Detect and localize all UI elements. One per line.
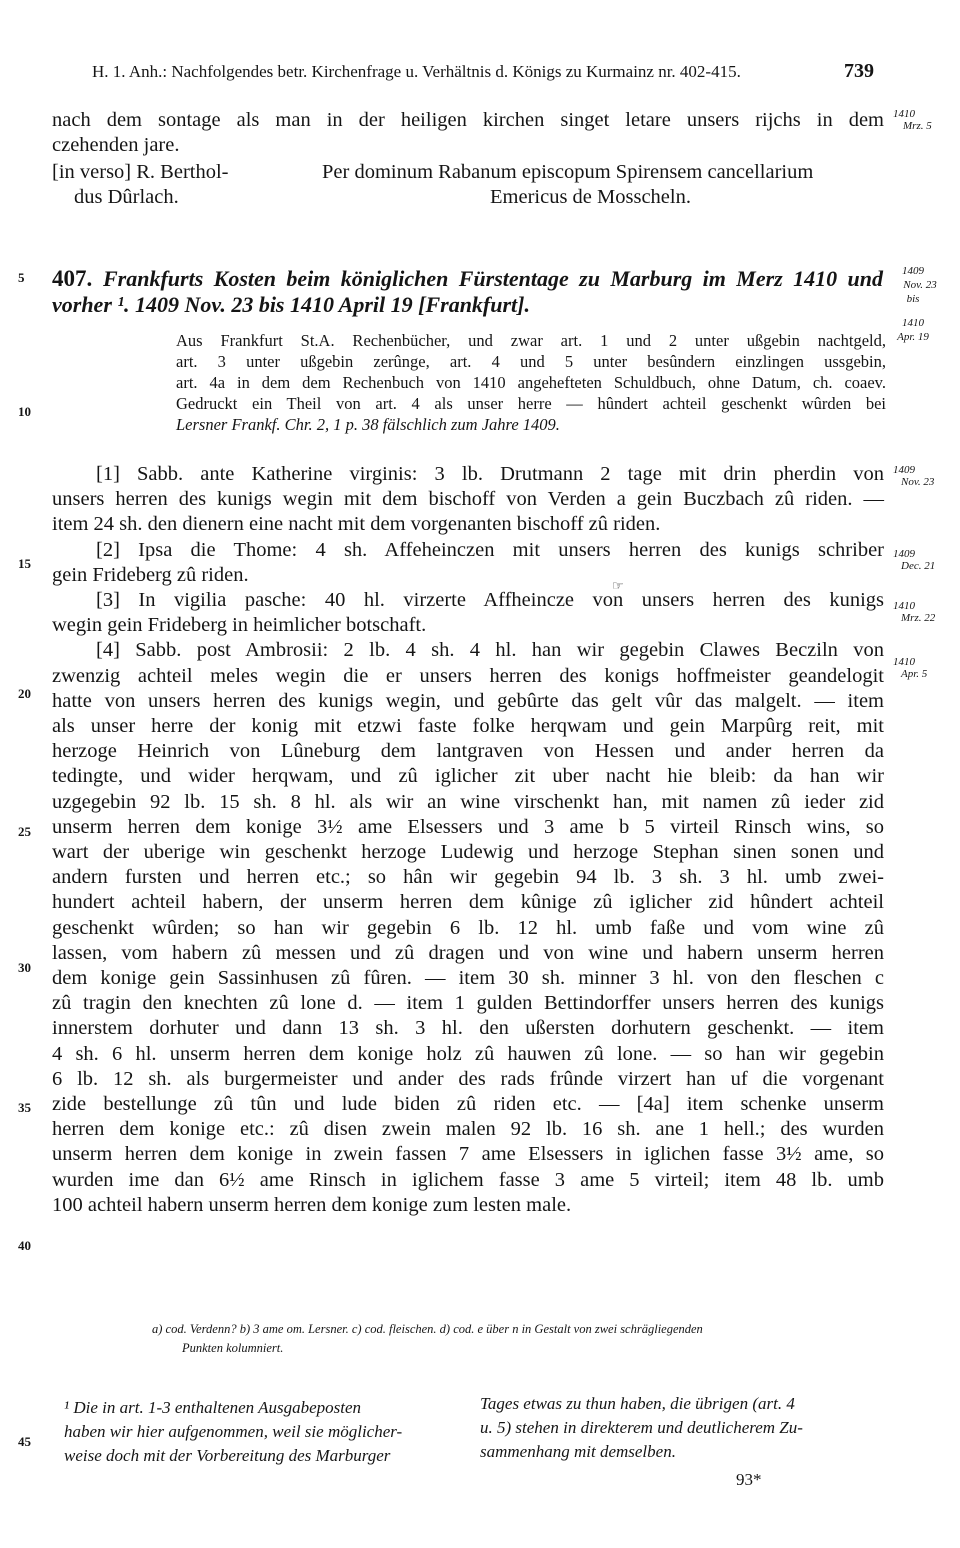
running-header: H. 1. Anh.: Nachfolgendes betr. Kirchenfrage u. Verhältnis d. Königs zu Kurmainz nr. 402-415. (92, 62, 741, 81)
pointing-hand-icon: ☞ (612, 578, 624, 593)
body-line: item 24 sh. den dienern eine nacht mit dem vorgenanten bischoff zû riden. (52, 513, 661, 536)
per-line: Per dominum Rabanum episcopum Spirensem cancellarium (322, 161, 814, 183)
margin-date: 1409 Nov. 23 bis 1410 Apr. 19 (897, 265, 937, 343)
source-line: art. 3 unter ußgebin zerûnge, art. 4 und 5 unter besûndern einzlingen ussgebin, (176, 352, 886, 371)
body-line: dem konige gein Sassinhusen zû fûren. — item 30 sh. minner 3 hl. von den fleschen c (52, 967, 884, 989)
top-section (52, 108, 884, 228)
critical-notes: a) cod. Verdenn? b) 3 ame om. Lersner. c) cod. fleischen. d) cod. e über n in Gestalt von zwei schrägliegenden (152, 1322, 703, 1336)
body-line: wegin gein Frideberg in heimlicher botschaft. (52, 614, 427, 637)
body-line: gein Frideberg zû riden. (52, 563, 249, 586)
body-line: herren dem konige etc.: zû disen zwein malen 92 lb. 16 sh. ane 1 hell.; des wurden (52, 1118, 884, 1141)
line-number: 10 (18, 404, 31, 419)
source-line: Aus Frankfurt St.A. Rechenbücher, und zwar art. 1 und 2 unter ußgebin nachtgeld, (176, 331, 886, 350)
signature-mark: 93* (736, 1470, 762, 1489)
body-line: herzoge Heinrich von Lûneburg dem lantgraven von Hessen und ander herren da (52, 740, 884, 763)
margin-date: 1410 Mrz. 22 (893, 600, 936, 624)
body-line: innerstem dorhuter und dann 13 sh. 3 hl. den ußersten dorhutern geschenkt. — item (52, 1017, 884, 1040)
line-number: 20 (18, 686, 31, 701)
body-line: als unser herre der konig mit etzwi faste folke herqwam und gein Marpûrg reit, mit (52, 715, 884, 737)
line-number: 40 (18, 1238, 31, 1253)
body-line: geschenkt wûrden; so han wir gegebin 6 lb. 12 hl. umb faße und vom wine zû (52, 916, 884, 939)
body-line: wart der uberige win geschenkt herzoge Ludewig und herzoge Stephan sinen sonen und (52, 841, 884, 863)
page-number: 739 (844, 60, 874, 82)
line-number: 5 (18, 270, 25, 285)
verso-note: [in verso] R. Berthol- (52, 161, 229, 183)
line-number: 45 (18, 1434, 31, 1449)
entry-number: 407. (52, 266, 93, 291)
margin-date: 1410 Apr. 5 (893, 656, 928, 680)
critical-notes: Punkten kolumniert. (182, 1341, 284, 1355)
body-text (52, 462, 884, 1222)
source-notes (176, 330, 886, 440)
body-line: wurden ime dan 6½ ame Rinsch in iglichem fasse 3 ame 5 virteil; item 48 lb. umb (52, 1168, 884, 1191)
body-line: unsers herren des kunigs wegin mit dem bischoff von Verden a gein Buczbach zû riden. — (52, 488, 884, 511)
body-line: tedingte, und wider herqwam, und zû iglicher zit uber nacht hie bleib: da han wir (52, 765, 884, 788)
body-line: unserm herren dem konige in zwein fassen 7 ame Elsessers in iglichen fasse 3½ ame, so (52, 1143, 884, 1166)
body-line: 100 achteil habern unserm herren dem konige zum lesten male. (52, 1193, 572, 1216)
body-line: [3] In vigilia pasche: 40 hl. virzerte Affheincze von unsers herren des kunigs (96, 589, 884, 611)
text-line: nach dem sontage als man in der heiligen kirchen singet letare unsers rijchs in dem (52, 109, 884, 131)
source-line: Gedruckt ein Theil von art. 4 als unser herre — hûndert achteil geschenkt wûrden bei (176, 394, 886, 413)
entry-title: vorher ¹. 1409 Nov. 23 bis 1410 April 19 [Frankfurt]. (52, 292, 530, 317)
line-number: 15 (18, 556, 31, 571)
footnote-left: ¹ Die in art. 1-3 enthaltenen Ausgabeposten haben wir hier aufgenommen, weil sie möglicher- weise doch mit der Vorbereitung des Marburger (64, 1398, 403, 1465)
margin-date: 1410 Mrz. 5 (893, 108, 932, 132)
line-number: 30 (18, 960, 31, 975)
body-line: unserm herren dem konige 3½ ame Elsessers und 3 ame b 5 virteil Rinsch wins, so (52, 815, 884, 838)
entry-title: Frankfurts Kosten beim königlichen Fürstentage zu Marburg im Merz 1410 und (103, 266, 883, 291)
verso-note: dus Dûrlach. (74, 186, 179, 208)
body-line: 6 lb. 12 sh. als burgermeister und ander des rads frûnde virzert han uf die vorgenant (52, 1067, 884, 1090)
body-line: [1] Sabb. ante Katherine virginis: 3 lb. Drutmann 2 tage mit drin pherdin von (96, 463, 884, 485)
footnote-right: Tages etwas zu thun haben, die übrigen (art. 4 u. 5) stehen in direkterem und deutlicherem Zu- sammenhang mit demselben. (480, 1394, 803, 1461)
emericus-line: Emericus de Mosscheln. (490, 186, 691, 208)
body-line: andern fursten und herren etc.; so hân wir gegebin 94 lb. 3 sh. 3 hl. umb zwei- (52, 866, 884, 889)
body-line: zû tragin den knechten zû lone d. — item 1 gulden Bettindorffer unsers herren des kunigs (52, 992, 884, 1015)
source-line: Lersner Frankf. Chr. 2, 1 p. 38 fälschlich zum Jahre 1409. (176, 415, 560, 434)
body-line: zwenzig achteil meles wegin die er unsers herren des konigs hoffmeister geandelogit (52, 664, 884, 687)
text-line: czehenden jare. (52, 134, 180, 156)
body-line: lassen, vom habern zû messen und zû dragen und von wine und habern unserm herren (52, 941, 884, 964)
source-line: art. 4a in dem dem Rechenbuch von 1410 angehefteten Schuldbuch, ohne Datum, ch. coaev. (176, 373, 886, 392)
line-number: 35 (18, 1100, 31, 1115)
body-line: zide bestellunge zû tûn und lude biden zû riden etc. — [4a] item schenke unserm (52, 1093, 884, 1115)
body-line: hundert achteil habern, der unserm herren dem kûnige zû iglicher zid hûndert achteil (52, 891, 884, 914)
body-line: [2] Ipsa die Thome: 4 sh. Affeheinczen mit unsers herren des kunigs schriber (96, 538, 884, 561)
margin-date: 1409 Nov. 23 (893, 464, 935, 488)
line-number: 25 (18, 824, 31, 839)
body-line: hatte von unsers herren des kunigs wegin, und gebûrte das gelt vûr das malgelt. — item (52, 689, 884, 712)
body-line: 4 sh. 6 hl. unserm herren dem konige holz zû hauwen zû lone. — so han wir gegebin (52, 1042, 884, 1065)
body-line: uzgegebin 92 lb. 15 sh. 8 hl. als wir an wine virschenkt han, mit namen zû ieder zid (52, 790, 884, 813)
body-line: [4] Sabb. post Ambrosii: 2 lb. 4 sh. 4 hl. han wir gegebin Clawes Becziln von (96, 639, 884, 662)
margin-date: 1409 Dec. 21 (893, 548, 936, 572)
